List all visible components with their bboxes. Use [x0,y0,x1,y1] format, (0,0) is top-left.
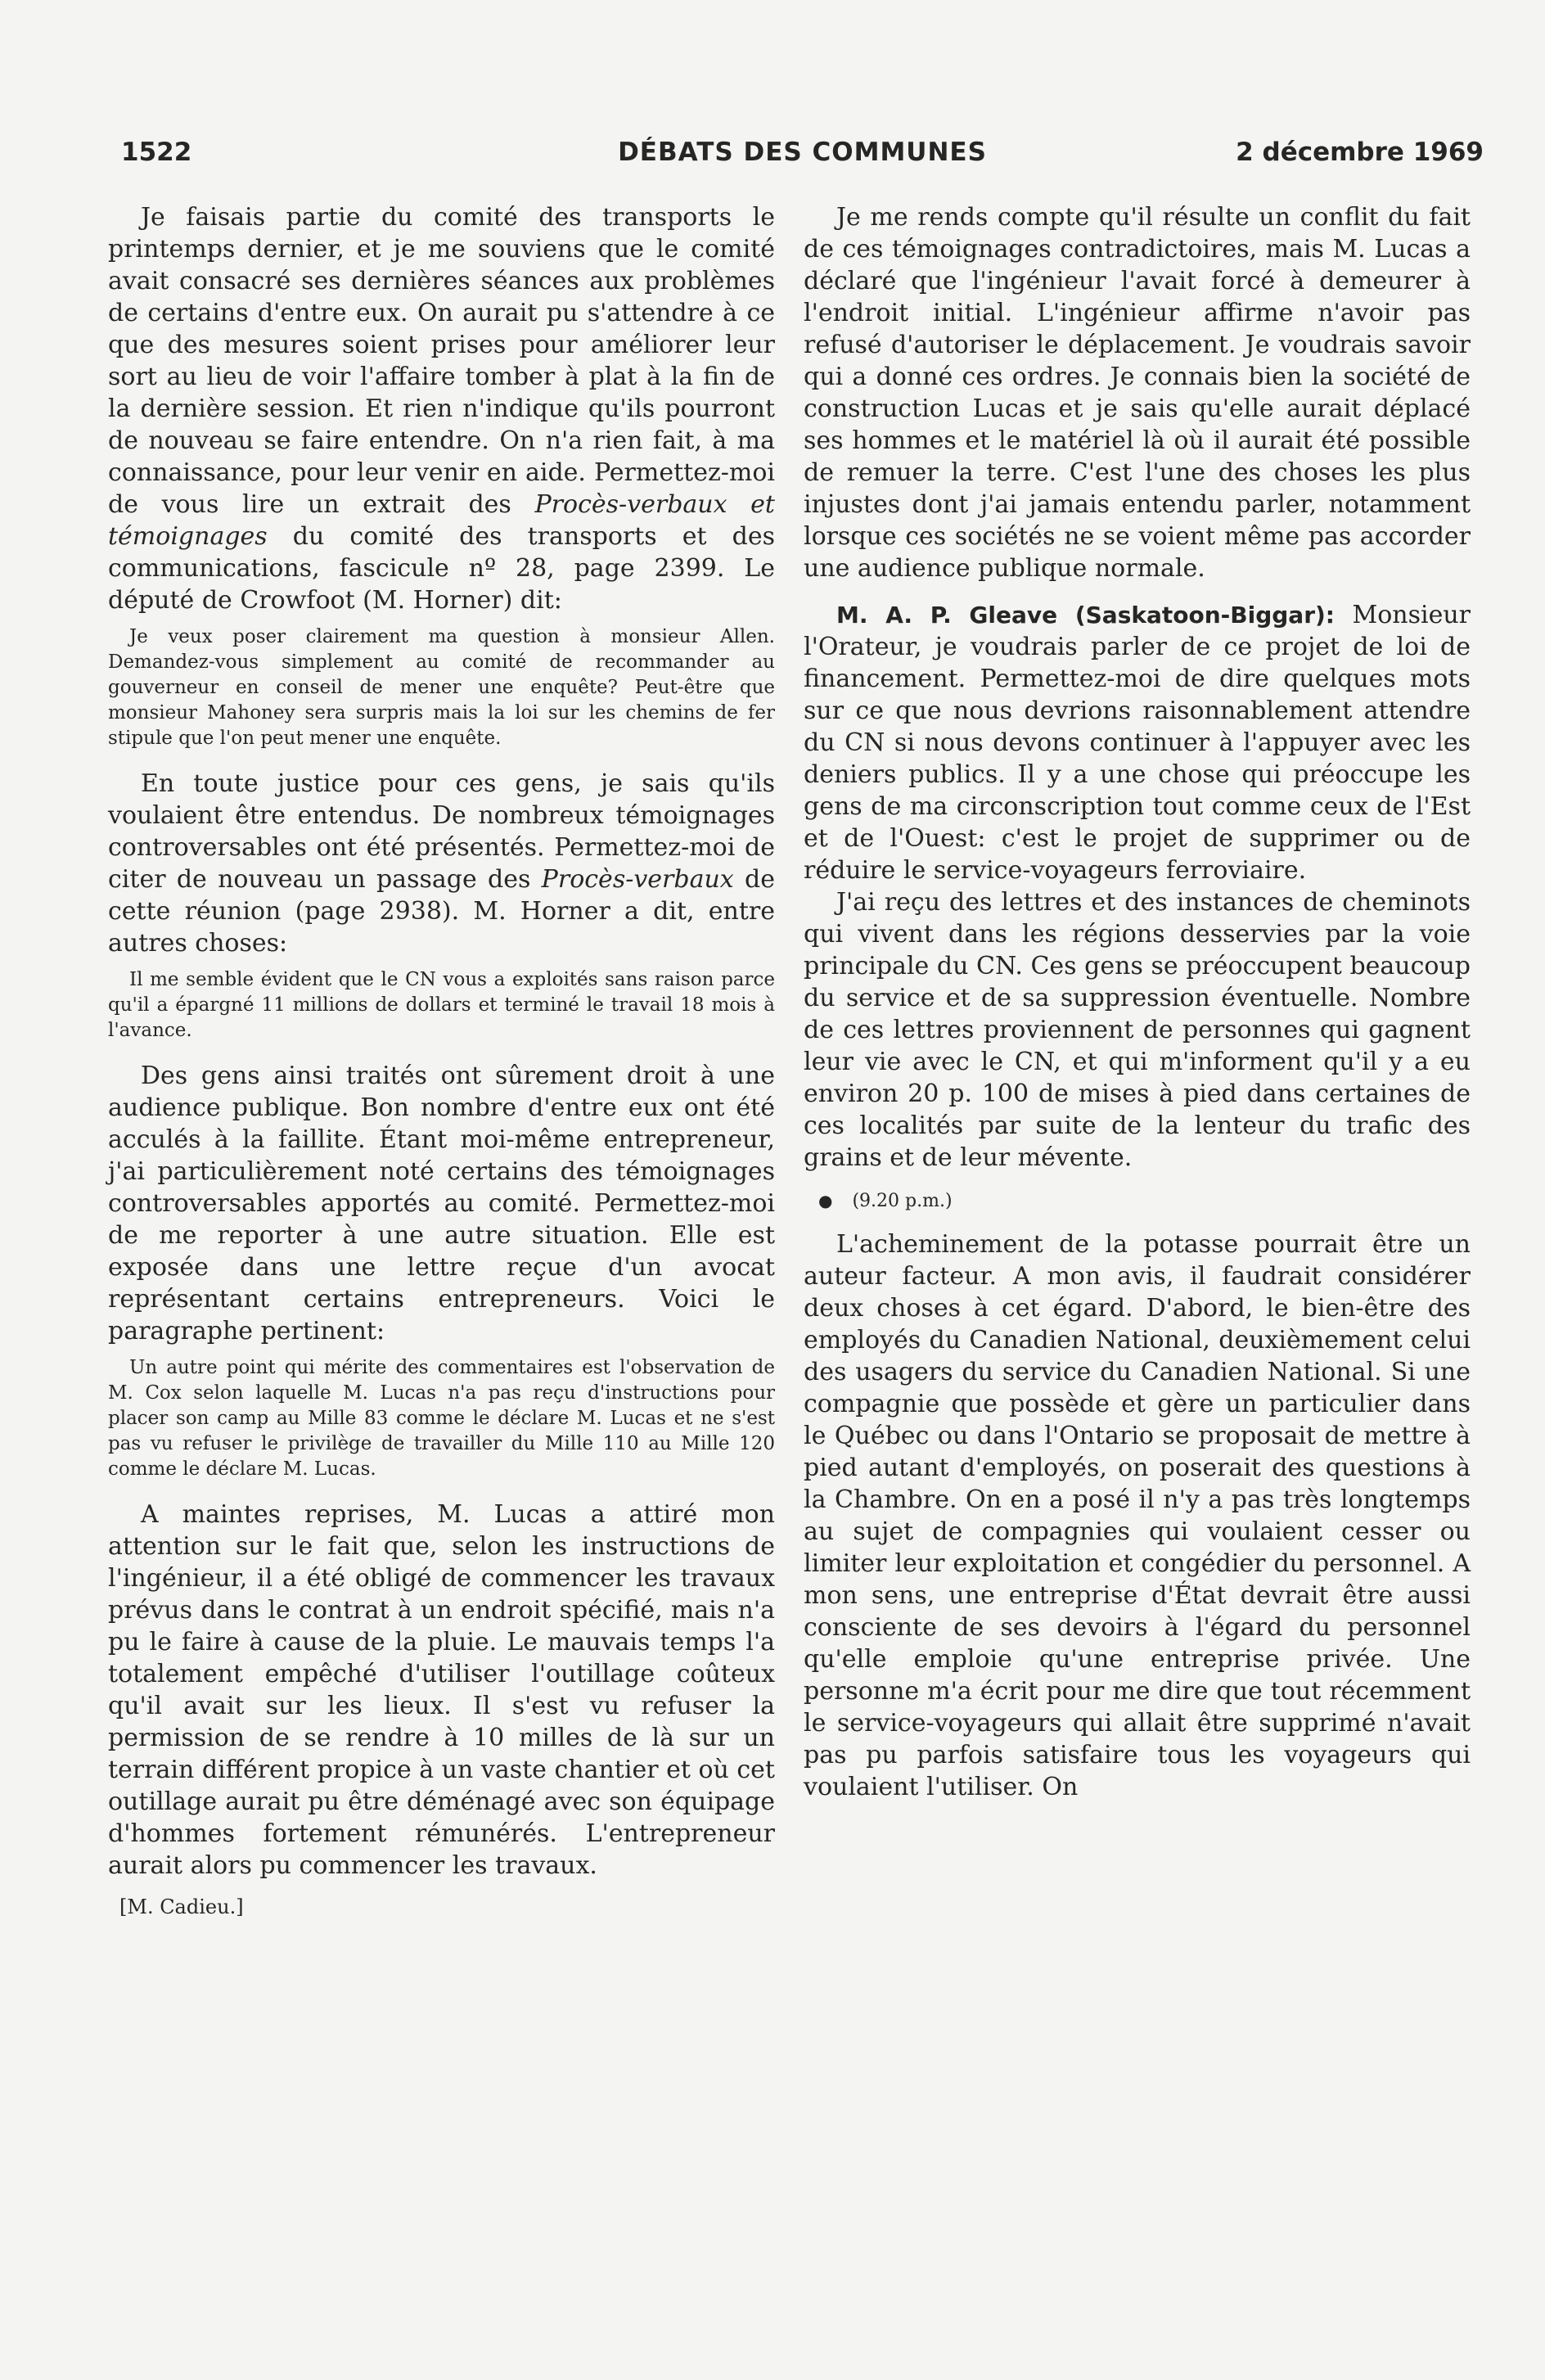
bullet-icon: ● [818,1191,833,1210]
block-quote: Un autre point qui mérite des commentaires est l'observation de M. Cox selon laquelle M. Lucas n'a pas reçu d'instructions pour placer son camp au Mille 83 comme le déclare M. Lucas et ne s'est pas vu refuser le privilège de travailler du Mille 110 au Mille 120 comme le déclare M. Lucas. [108,1357,775,1480]
text-run: du comité des transports et des communications, fascicule nº 28, page 2399. Le député de Crowfoot (M. Horner) dit: [108,522,775,615]
paragraph: J'ai reçu des lettres et des instances de cheminots qui vivent dans les régions desservies par la voie principale du CN. Ces gens se préoccupent beaucoup du service et de sa suppression éventuelle. Nombre de ces lettres proviennent de personnes qui gagnent leur vie avec le CN, et qui m'informent qu'il y a eu environ 20 p. 100 de mises à pied dans certaines de ces localités par suite de la lenteur du trafic des grains et de leur mévente. [804,888,1471,1172]
speaker-note: [M. Cadieu.] [119,1895,244,1918]
text-run: Je faisais partie du comité des transports le printemps dernier, et je me souviens que le comité avait consacré ses dernières séances aux problèmes de certains d'entre eux. On aurait pu s'attendre à ce que des mesures soient prises pour améliorer leur sort au lieu de voir l'affaire tomber à plat à la fin de la dernière session. Et rien n'indique qu'ils pourront de nouveau se faire entendre. On n'a rien fait, à ma connaissance, pour leur venir en aide. Permettez-moi de vous lire un extrait des [108,203,775,519]
block-quote: Je veux poser clairement ma question à monsieur Allen. Demandez-vous simplement au comité de recommander au gouverneur en conseil de mener une enquête? Peut-être que monsieur Mahoney sera surpris mais la loi sur les chemins de fer stipule que l'on peut mener une enquête. [108,626,775,749]
paragraph [108,201,775,616]
page-header [121,137,1484,178]
paragraph [108,768,775,959]
text-run: de cette réunion (page 2938). M. Horner a dit, entre autres choses: [108,865,775,958]
italic-title: Procès-verbaux et témoignages [108,490,775,551]
running-title: DÉBATS DES COMMUNES [618,137,987,167]
paragraph: Je me rends compte qu'il résulte un conflit du fait de ces témoignages contradictoires, mais M. Lucas a déclaré que l'ingénieur l'avait forcé à demeurer à l'endroit initial. L'ingénieur affirme n'avoir pas refusé d'autoriser le déplacement. Je voudrais savoir qui a donné ces ordres. Je connais bien la société de construction Lucas et je sais qu'elle aurait déplacé ses hommes et le matériel là où il aurait été possible de remuer la terre. C'est l'une des choses les plus injustes dont j'ai jamais entendu parler, notamment lorsque ces sociétés ne se voient même pas accorder une audience publique normale. [804,203,1471,583]
page-number: 1522 [121,137,192,167]
italic-title: Procès-verbaux [541,865,734,894]
speaker-name: M. A. P. Gleave (Saskatoon-Biggar): [836,602,1336,629]
block-quote: Il me semble évident que le CN vous a exploités sans raison parce qu'il a épargné 11 millions de dollars et terminé le travail 18 mois à l'avance. [108,969,775,1041]
paragraph: Des gens ainsi traités ont sûrement droit à une audience publique. Bon nombre d'entre eux ont été acculés à la faillite. Étant moi-même entrepreneur, j'ai particulièrement noté certains des témoignages controversables apportés au comité. Permettez-moi de me reporter à une autre situation. Elle est exposée dans une lettre reçue d'un avocat représentant certains entrepreneurs. Voici le paragraphe pertinent: [108,1062,775,1346]
timestamp [818,1188,1471,1214]
text-run: En toute justice pour ces gens, je sais qu'ils voulaient être entendus. De nombreux témoignages controversables ont été présentés. Permettez-moi de citer de nouveau un passage des [108,769,775,894]
text-run: Monsieur l'Orateur, je voudrais parler de ce projet de loi de financement. Permettez-moi de dire quelques mots sur ce que nous devrions raisonnablement attendre du CN si nous devons continuer à l'appuyer avec les deniers publics. Il y a une chose qui préoccupe les gens de ma circonscription tout comme ceux de l'Est et de l'Ouest: c'est le projet de supprimer ou de réduire le service-voyageurs ferroviaire. [804,601,1471,885]
speaker-paragraph [804,599,1471,886]
timestamp-text: (9.20 p.m.) [852,1191,953,1211]
left-column [108,201,775,1919]
header-date: 2 décembre 1969 [1236,137,1484,167]
paragraph: A maintes reprises, M. Lucas a attiré mon attention sur le fait que, selon les instructions de l'ingénieur, il a été obligé de commencer les travaux prévus dans le contrat à un endroit spécifié, mais n'a pu le faire à cause de la pluie. Le mauvais temps l'a totalement empêché d'utiliser l'outillage coûteux qu'il avait sur les lieux. Il s'est vu refuser la permission de se rendre à 10 milles de là sur un terrain différent propice à un vaste chantier et où cet outillage aurait pu être déménagé avec son équipage d'hommes fortement rémunérés. L'entrepreneur aurait alors pu commencer les travaux. [108,1500,775,1880]
right-column [804,201,1471,1803]
paragraph: L'acheminement de la potasse pourrait être un auteur facteur. A mon avis, il faudrait considérer deux choses à cet égard. D'abord, le bien-être des employés du Canadien National, deuxièmement celui des usagers du service du Canadien National. Si une compagnie que possède et gère un particulier dans le Québec ou dans l'Ontario se proposait de mettre à pied autant d'employés, on poserait des questions à la Chambre. On en a posé il n'y a pas très longtemps au sujet de compagnies qui voulaient cesser ou limiter leur exploitation et congédier du personnel. A mon sens, une entreprise d'État devrait être aussi consciente de ses devoirs à l'égard du personnel qu'elle emploie qu'une entreprise privée. Une personne m'a écrit pour me dire que tout récemment le service-voyageurs qui allait être supprimé n'avait pas pu parfois satisfaire tous les voyageurs qui voulaient l'utiliser. On [804,1230,1471,1801]
